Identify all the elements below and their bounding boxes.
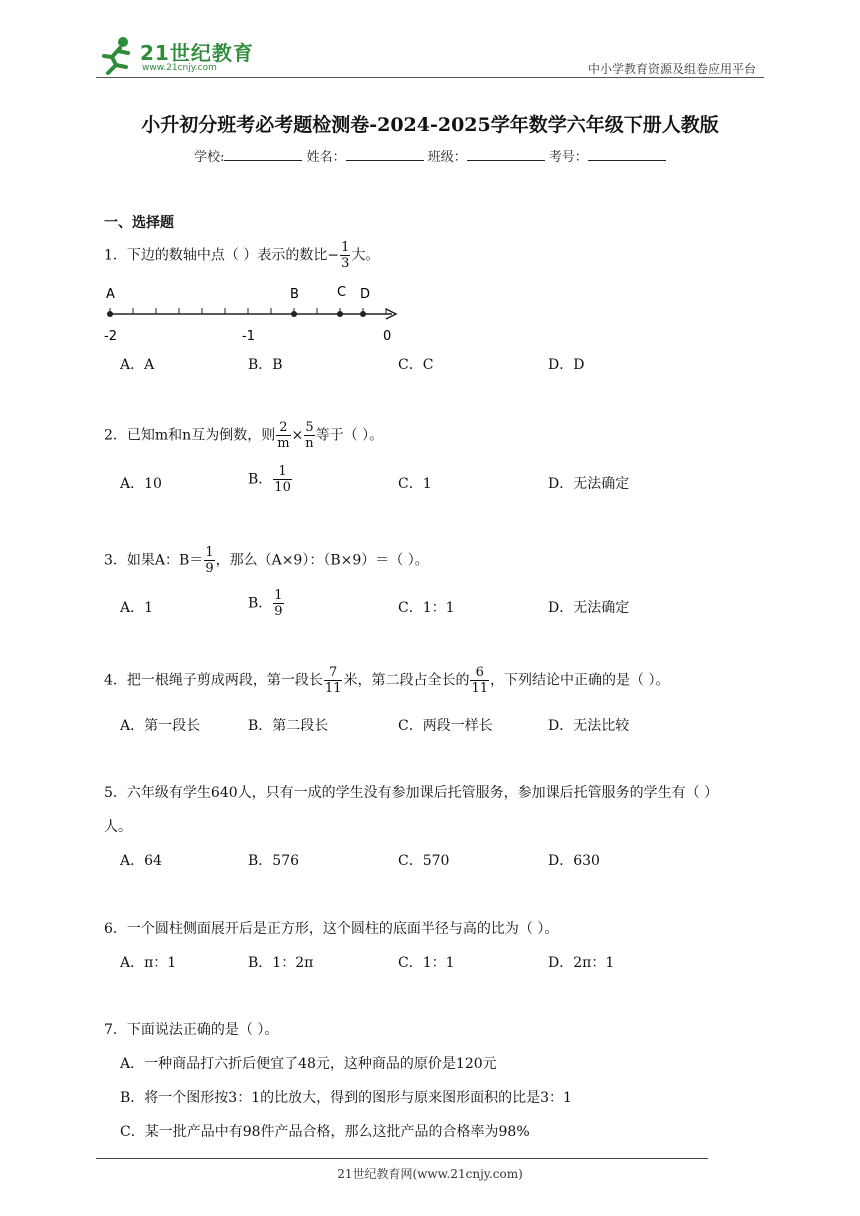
question-1 [104, 240, 379, 271]
logo-url: www.21cnjy.com [142, 63, 217, 73]
class-blank[interactable] [467, 148, 545, 161]
platform-name: 中小学教育资源及组卷应用平台 [587, 62, 756, 76]
fraction: $\frac{5}{n}$ [305, 420, 314, 451]
question-5-continued: 人。 [104, 819, 132, 835]
q6-option-a[interactable]: A．π：1 [120, 955, 177, 971]
fraction: $\frac{1}{10}$ [274, 464, 291, 495]
exam-number-label: 考号： [548, 150, 588, 165]
question-3-text-end: ，那么（A×9）：（B×9）＝（ ）。 [215, 552, 429, 569]
q5-option-b[interactable]: B．576 [248, 853, 300, 869]
section-heading: 一、选择题 [104, 215, 174, 231]
q2-option-d[interactable]: D．无法确定 [548, 476, 630, 492]
site-logo [96, 35, 261, 79]
name-blank[interactable] [346, 148, 424, 161]
point-d-label: D [360, 287, 371, 302]
q6-option-b[interactable]: B．1：2π [248, 955, 314, 971]
question-5: 5．六年级有学生640人，只有一成的学生没有参加课后托管服务，参加课后托管服务的学生有（ ） [104, 785, 719, 801]
q6-option-d[interactable]: D．2π：1 [548, 955, 615, 971]
footer-divider [96, 1158, 708, 1159]
point-b-label: B [290, 287, 299, 302]
q7-option-b[interactable]: B．将一个图形按3：1的比放大，得到的图形与原来图形面积的比是3：1 [120, 1090, 572, 1106]
q4-option-d[interactable]: D．无法比较 [548, 718, 630, 734]
fraction: $\frac{2}{m}$ [277, 420, 290, 451]
q3-option-b[interactable]: B． $\frac{1}{9}$ [248, 588, 283, 619]
q1-option-a[interactable]: A．A [120, 357, 155, 373]
q5-option-a[interactable]: A．64 [120, 853, 162, 869]
exam-number-blank[interactable] [588, 148, 666, 161]
student-info-row [0, 146, 860, 165]
question-6: 6．一个圆柱侧面展开后是正方形，这个圆柱的底面半径与高的比为（ ）。 [104, 921, 559, 937]
q4-option-a[interactable]: A．第一段长 [120, 718, 201, 734]
q4-option-c[interactable]: C．两段一样长 [398, 718, 493, 734]
question-2-text-end: 等于（ ）。 [315, 427, 384, 444]
q7-option-c[interactable]: C．某一批产品中有98件产品合格，那么这批产品的合格率为98% [120, 1124, 530, 1140]
footer-text: 21世纪教育网(www.21cnjy.com) [337, 1167, 523, 1181]
q3-option-d[interactable]: D．无法确定 [548, 600, 630, 616]
q5-option-c[interactable]: C．570 [398, 853, 450, 869]
question-4 [104, 665, 669, 696]
q3-option-a[interactable]: A．1 [120, 600, 154, 616]
fraction: $\frac{1}{9}$ [205, 545, 214, 576]
q4-option-b[interactable]: B．第二段长 [248, 718, 329, 734]
point-a-label: A [106, 287, 115, 302]
q3-option-c[interactable]: C．1：1 [398, 600, 455, 616]
question-7: 7．下面说法正确的是（ ）。 [104, 1022, 279, 1038]
point-d-dot [360, 311, 366, 317]
page-title: 小升初分班考必考题检测卷-2024-2025学年数学六年级下册人教版 [141, 114, 719, 136]
question-4-text-end: ，下列结论中正确的是（ ）。 [490, 672, 670, 689]
number-line [100, 284, 410, 346]
runner-logo-icon [96, 35, 136, 75]
times-sign: × [291, 427, 304, 444]
point-b-dot [291, 311, 297, 317]
question-1-text-end: 大。 [351, 247, 380, 264]
number-line-ticks [110, 308, 386, 314]
fraction: $\frac{6}{11}$ [471, 665, 489, 696]
q2-option-b[interactable]: B． $\frac{1}{10}$ [248, 464, 291, 495]
tick-label-zero: 0 [383, 329, 392, 344]
header-divider [96, 77, 764, 78]
q2-option-c[interactable]: C．1 [398, 476, 432, 492]
class-label: 班级： [427, 150, 467, 165]
tick-label-neg2: -2 [104, 329, 117, 344]
point-c-dot [337, 311, 343, 317]
point-c-label: C [337, 285, 347, 300]
q1-option-d[interactable]: D．D [548, 357, 585, 373]
question-2 [104, 420, 383, 451]
question-1-text: 1．下边的数轴中点（ ）表示的数比− [104, 247, 340, 264]
question-2-text: 2．已知m和n互为倒数，则 [104, 427, 276, 444]
q6-option-c[interactable]: C．1：1 [398, 955, 455, 971]
q1-option-c[interactable]: C．C [398, 357, 434, 373]
question-3-text: 3．如果A：B＝ [104, 552, 204, 569]
q2-option-a[interactable]: A．10 [120, 476, 162, 492]
fraction: $\frac{7}{11}$ [324, 665, 342, 696]
q1-option-b[interactable]: B．B [248, 357, 283, 373]
q7-option-a[interactable]: A．一种商品打六折后便宜了48元，这种商品的原价是120元 [120, 1056, 497, 1072]
fraction: $\frac{1}{3}$ [341, 240, 350, 271]
tick-label-neg1: -1 [242, 329, 255, 344]
logo-text: 21世纪教育 [140, 41, 254, 65]
school-label: 学校: [194, 150, 225, 165]
fraction: $\frac{1}{9}$ [274, 588, 283, 619]
school-blank[interactable] [224, 148, 302, 161]
q5-option-d[interactable]: D．630 [548, 853, 600, 869]
question-4-text: 4．把一根绳子剪成两段，第一段长 [104, 672, 323, 689]
question-3 [104, 545, 429, 576]
point-a-dot [107, 311, 113, 317]
question-4-text-mid: 米，第二段占全长的 [343, 672, 470, 689]
name-label: 姓名： [306, 150, 346, 165]
